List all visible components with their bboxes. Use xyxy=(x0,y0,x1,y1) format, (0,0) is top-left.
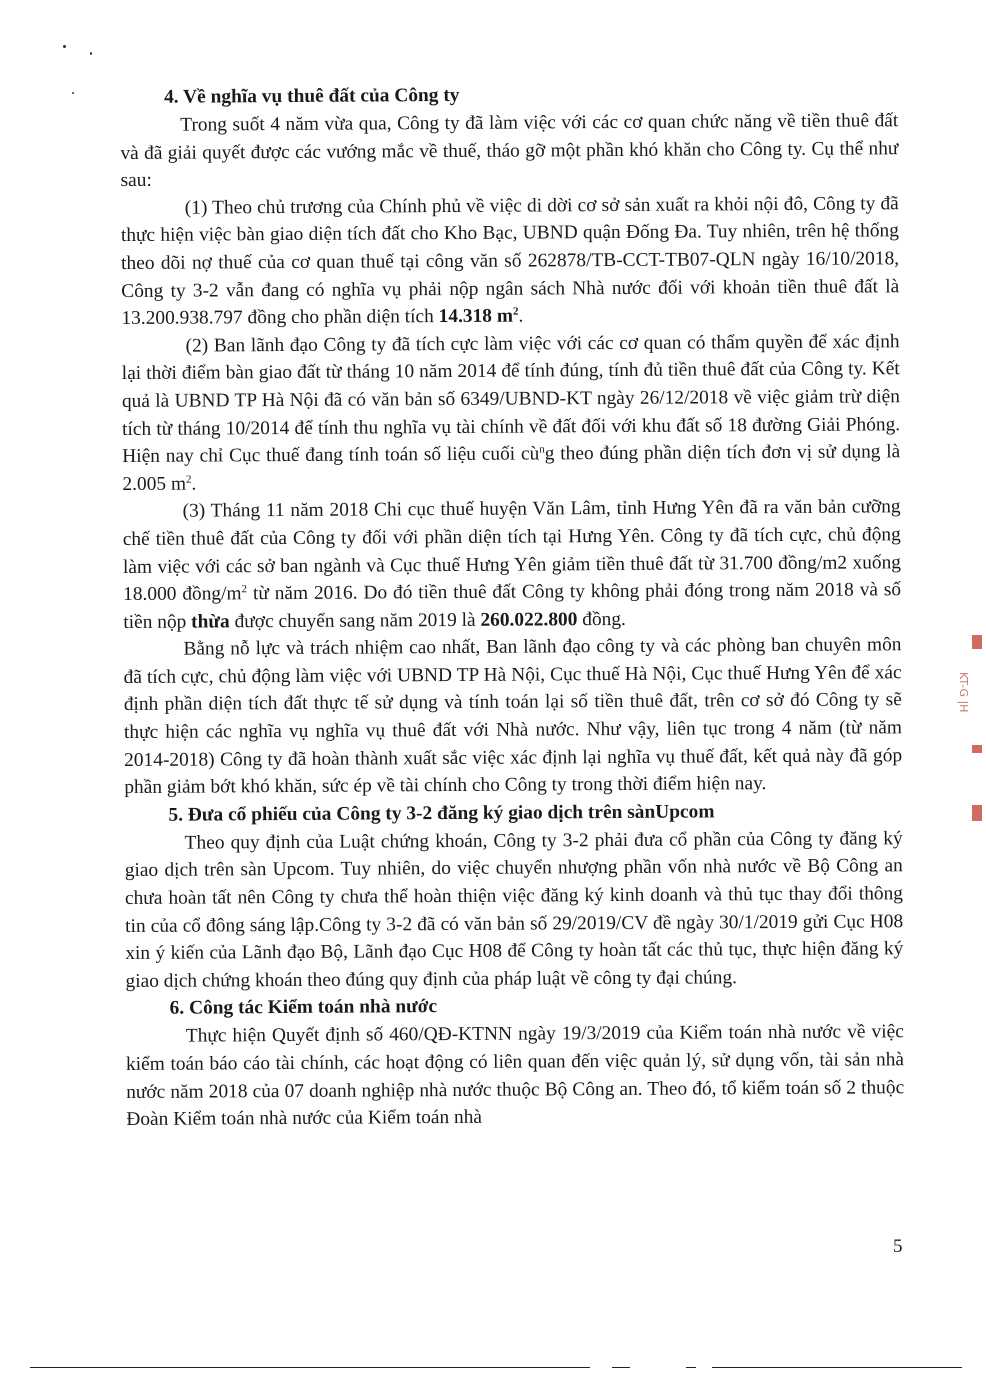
document-page xyxy=(120,79,904,1134)
item-3-bold-word: thừa xyxy=(191,611,230,633)
item-1-area: 14.318 $m^2$ xyxy=(438,305,519,328)
bottom-rule xyxy=(712,1367,962,1368)
section-4-item-2: (2) Ban lãnh đạo Công ty đã tích cực làm việc với các cơ quan có thẩm quyền để xác định lại thời điểm bàn giao đất từ tháng 10 năm 2014 để tính đúng, tính đủ tiền thuê đất của Công ty. Kết quả là UBND TP Hà Nội đã có văn bản số 6349/UBND-KT ngày 26/12/2018 về việc giảm trừ diện tích từ tháng 10/2014 để tính thu nghĩa vụ tài chính về đất đối với khu đất số 18 đường Giải Phóng. Hiện nay chỉ Cục thuế đang tính toán số liệu cuối $cù^ng$ theo đúng phần diện tích đơn vị sử dụng là 2.005 $m^2$. xyxy=(121,330,901,495)
section-6-body: Thực hiện Quyết định số 460/QĐ-KTNN ngày 19/3/2019 của Kiểm toán nhà nước về việc kiểm toán báo cáo tài chính, các hoạt động có liên quan đến việc quản lý, sử dụng vốn, tài sản nhà nước năm 2018 của 07 doanh nghiệp nhà nước thuộc Bộ Công an. Theo đó, tổ kiểm toán số 2 thuộc Đoàn Kiểm toán nhà nước của Kiểm toán nhà xyxy=(125,1021,905,1131)
item-1-text: (1) Theo chủ trương của Chính phủ về việc di dời cơ sở sản xuất ra khỏi nội đô, Công ty đã thực hiện việc bàn giao diện tích đất cho Kho Bạc, UBND quận Đống Đa. Tuy nhiên, trên hệ thống theo dõi nợ thuế của cơ quan thuế tại công văn số 262878/TB-CCT-TB07-QLN ngày 16/10/2018, Công ty 3-2 vẫn đang có nghĩa vụ phải nộp ngân sách Nhà nước đối với khoản tiền thuê đất là 13.200.938.797 đồng cho phần diện tích xyxy=(120,193,900,330)
edge-stamp-marks xyxy=(972,635,984,825)
item-3-text: (3) Tháng 11 năm 2018 Chi cục thuế huyện Văn Lâm, tỉnh Hưng Yên đã ra văn bản cưỡng chế tiền thuê đất của Công ty đối với phần diện tích tại Hưng Yên. Công ty đã tích cực, chủ động làm việc với các sở ban ngành và Cục thuế Hưng Yên giảm tiền thuê đất từ 31.700 đồng/m2 xuống 18.000 đồng/m xyxy=(122,496,902,606)
scan-speck xyxy=(72,92,74,94)
section-4-intro: Trong suốt 4 năm vừa qua, Công ty đã làm việc với các cơ quan chức năng về tiền thuê đất và đã giải quyết được các vướng mắc về thuế, tháo gỡ một phần khó khăn cho Công ty. Cụ thể như sau: xyxy=(120,110,899,192)
scan-speck xyxy=(63,45,66,48)
section-4-summary: Bằng nỗ lực và trách nhiệm cao nhất, Ban lãnh đạo công ty và các phòng ban chuyên môn đã tích cực, chủ động làm việc với UBND TP Hà Nội, Cục thuế Hà Nội, Cục thuế Hưng Yên để xác định phần diện tích đất thực tế sử dụng và tính toán lại số tiền thuê đất, trên cơ sở đó Công ty sẽ thực hiện các nghĩa vụ nghĩa vụ thuê đất với Nhà nước. Như vậy, liên tục trong 4 năm (từ năm 2014-2018) Công ty đã hoàn thành xuất sắc việc xác định lại nghĩa vụ thuế đất, kết quả này đã góp phần giảm bớt khó khăn, sức ép về tài chính cho Công ty trong thời điểm hiện nay. xyxy=(123,634,903,799)
item-3-amount: 260.022.800 xyxy=(480,608,578,631)
edge-stamp-text: KT-G |H xyxy=(957,672,970,713)
section-4-heading: 4. Về nghĩa vụ thuê đất của Công ty xyxy=(164,84,460,108)
bottom-rule xyxy=(686,1367,696,1368)
bottom-rule xyxy=(612,1367,630,1368)
item-2-text: (2) Ban lãnh đạo Công ty đã tích cực làm việc với các cơ quan có thẩm quyền để xác định lại thời điểm bàn giao đất từ tháng 10 năm 2014 để tính đúng, tính đủ tiền thuê đất của Công ty. Kết quả là UBND TP Hà Nội đã có văn bản số 6349/UBND-KT ngày 26/12/2018 về việc giảm trừ diện tích từ tháng 10/2014 để tính thu nghĩa vụ tài chính về đất đối với khu đất số 18 đường Giải Phóng. Hiện nay chỉ Cục thuế đang tính toán số liệu cuối cù xyxy=(121,330,901,468)
page-number: 5 xyxy=(893,1236,903,1257)
section-5-body: Theo quy định của Luật chứng khoán, Công ty 3-2 phải đưa cổ phần của Công ty đăng ký giao dịch trên sàn Upcom. Tuy nhiên, do việc chuyển nhượng phần vốn nhà nước về Bộ Công an chưa hoàn tất nên Công ty chưa thể hoàn thiện việc đăng ký kinh doanh và thủ tục thay đổi thông tin của cổ đông sáng lập.Công ty 3-2 đã có văn bản số 29/2019/CV đề ngày 30/1/2019 gửi Cục H08 xin ý kiến của Lãnh đạo Bộ, Lãnh đạo Cục H08 để Công ty hoàn tất các thủ tục, thực hiện đăng ký giao dịch chứng khoán theo đúng quy định của pháp luật về công ty đại chúng. xyxy=(124,828,904,992)
section-5-heading: 5. Đưa cổ phiếu của Công ty 3-2 đăng ký giao dịch trên sànUpcom xyxy=(168,801,715,826)
section-4-item-3: (3) Tháng 11 năm 2018 Chi cục thuế huyện Văn Lâm, tỉnh Hưng Yên đã ra văn bản cưỡng chế tiền thuê đất của Công ty đối với phần diện tích tại Hưng Yên. Công ty đã tích cực, chủ động làm việc với các sở ban ngành và Cục thuế Hưng Yên giảm tiền thuê đất từ 31.700 đồng/m2 xuống 18.000 đồng/$m^2$ từ năm 2016. Do đó tiền thuê đất Công ty không phải đóng trong năm 2018 và số tiền nộp thừa được chuyển sang năm 2019 là 260.022.800 đồng. xyxy=(122,496,902,633)
section-6-heading: 6. Công tác Kiểm toán nhà nước xyxy=(169,996,438,1020)
scan-speck xyxy=(90,52,92,55)
bottom-rule xyxy=(30,1367,590,1368)
section-4-item-1: (1) Theo chủ trương của Chính phủ về việc di dời cơ sở sản xuất ra khỏi nội đô, Công ty đã thực hiện việc bàn giao diện tích đất cho Kho Bạc, UBND quận Đống Đa. Tuy nhiên, trên hệ thống theo dõi nợ thuế của cơ quan thuế tại công văn số 262878/TB-CCT-TB07-QLN ngày 16/10/2018, Công ty 3-2 vẫn đang có nghĩa vụ phải nộp ngân sách Nhà nước đối với khoản tiền thuê đất là 13.200.938.797 đồng cho phần diện tích 14.318 $m^2$. xyxy=(120,193,900,330)
